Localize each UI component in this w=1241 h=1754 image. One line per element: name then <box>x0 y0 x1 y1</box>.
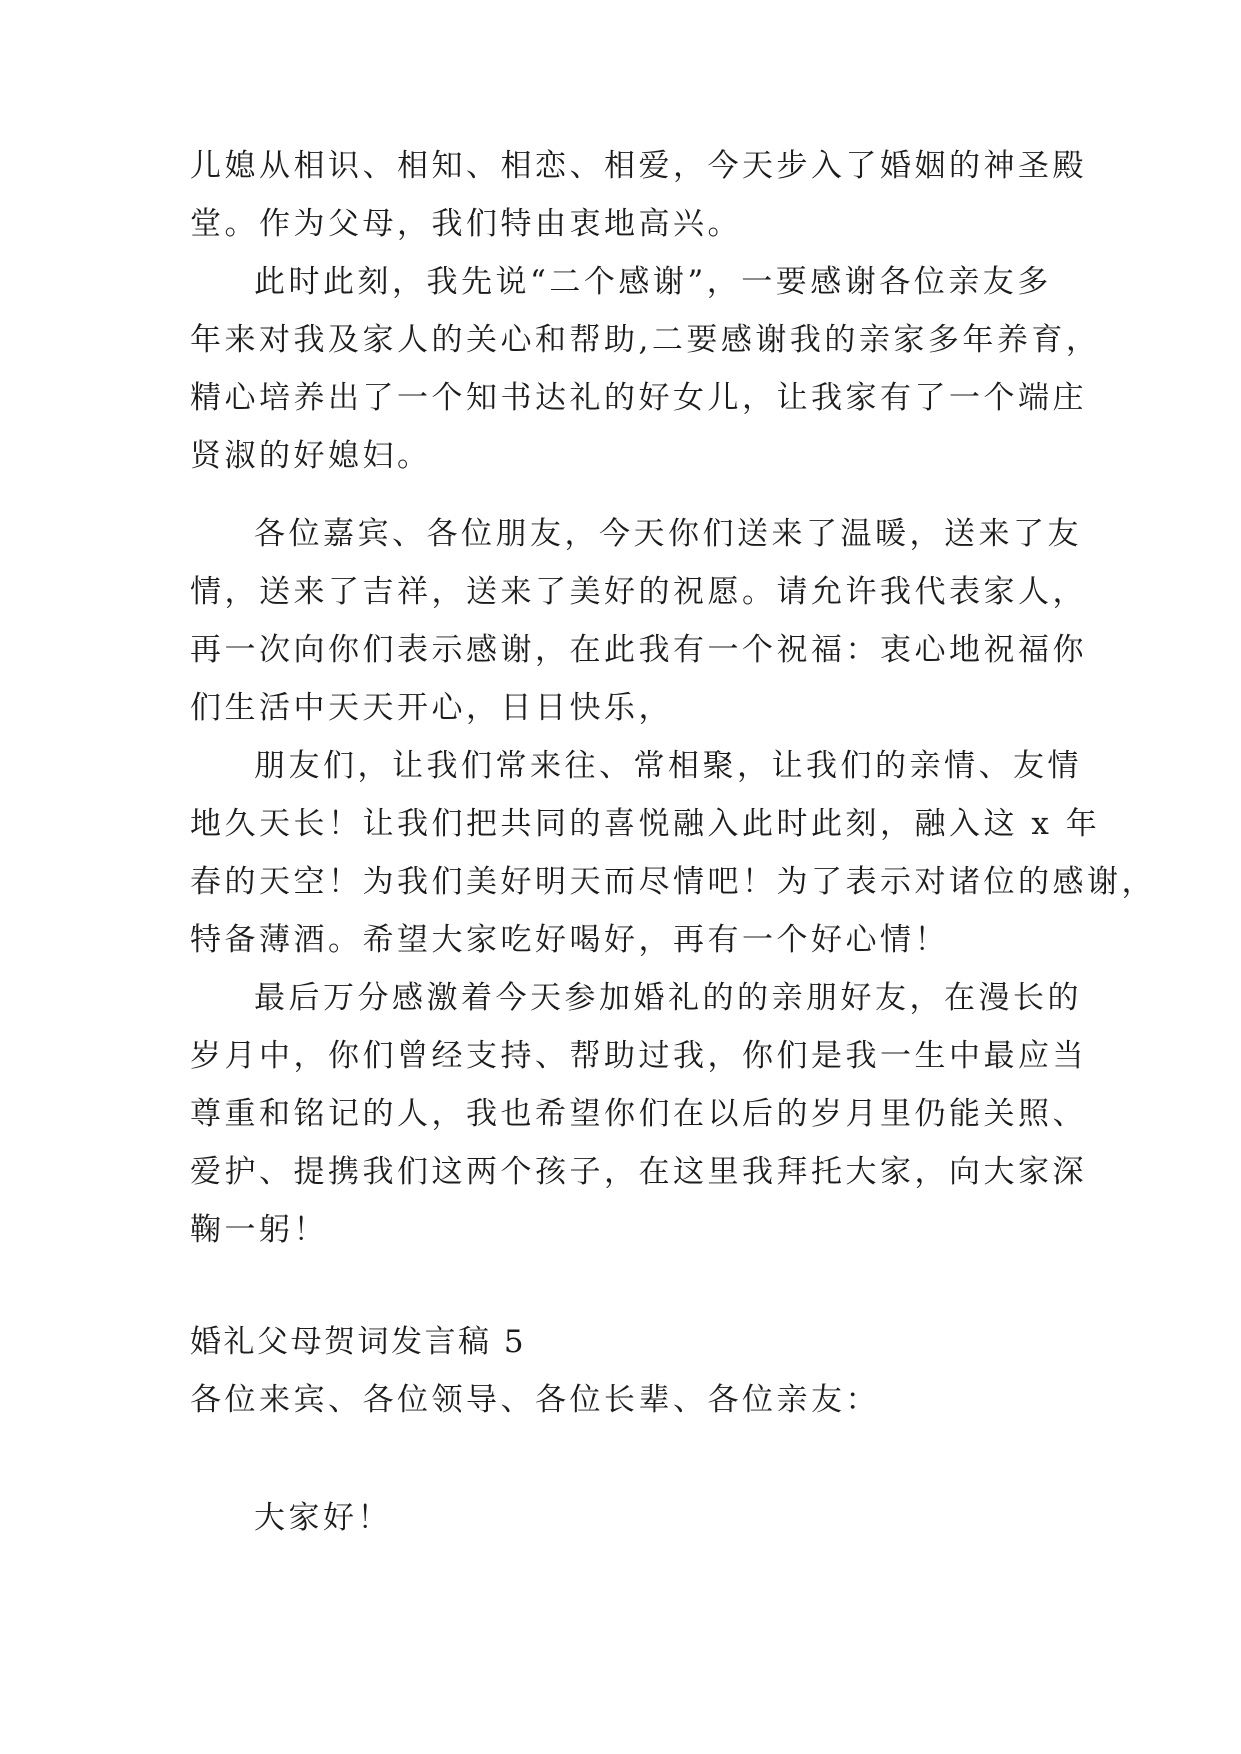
paragraph-2-line-4: 贤淑的好媳妇。 <box>190 438 432 474</box>
paragraph-5-line-1: 最后万分感激着今天参加婚礼的的亲朋好友，在漫长的 <box>254 980 1082 1016</box>
paragraph-2-line-3: 精心培养出了一个知书达礼的好女儿，让我家有了一个端庄 <box>190 380 1087 416</box>
paragraph-5-line-2: 岁月中，你们曾经支持、帮助过我，你们是我一生中最应当 <box>190 1038 1087 1074</box>
section-title: 婚礼父母贺词发言稿 5 <box>190 1324 527 1360</box>
paragraph-2-line-2: 年来对我及家人的关心和帮助,二要感谢我的亲家多年养育， <box>190 322 1101 358</box>
paragraph-4-line-2: 地久天长！让我们把共同的喜悦融入此时此刻，融入这 x 年 <box>190 806 1101 842</box>
paragraph-3-line-4: 们生活中天天开心，日日快乐， <box>190 690 673 726</box>
greeting: 大家好！ <box>254 1500 392 1536</box>
paragraph-3-line-2: 情，送来了吉祥，送来了美好的祝愿。请允许我代表家人， <box>190 574 1087 610</box>
paragraph-1-line-2: 堂。作为父母，我们特由衷地高兴。 <box>190 206 742 242</box>
paragraph-4-line-3: 春的天空！为我们美好明天而尽情吧！为了表示对诸位的感谢， <box>190 864 1156 900</box>
paragraph-4-line-4: 特备薄酒。希望大家吃好喝好，再有一个好心情！ <box>190 922 949 958</box>
paragraph-5-line-4: 爱护、提携我们这两个孩子，在这里我拜托大家，向大家深 <box>190 1154 1087 1190</box>
salutation: 各位来宾、各位领导、各位长辈、各位亲友： <box>190 1382 880 1418</box>
paragraph-5-line-3: 尊重和铭记的人，我也希望你们在以后的岁月里仍能关照、 <box>190 1096 1087 1132</box>
paragraph-3-line-3: 再一次向你们表示感谢，在此我有一个祝福：衷心地祝福你 <box>190 632 1087 668</box>
paragraph-3-line-1: 各位嘉宾、各位朋友，今天你们送来了温暖，送来了友 <box>254 516 1082 552</box>
paragraph-5-line-5: 鞠一躬！ <box>190 1212 328 1248</box>
paragraph-4-line-1: 朋友们，让我们常来往、常相聚，让我们的亲情、友情 <box>254 748 1082 784</box>
paragraph-1-line-1: 儿媳从相识、相知、相恋、相爱，今天步入了婚姻的神圣殿 <box>190 148 1087 184</box>
paragraph-2-line-1: 此时此刻，我先说“二个感谢”，一要感谢各位亲友多 <box>254 264 1052 300</box>
